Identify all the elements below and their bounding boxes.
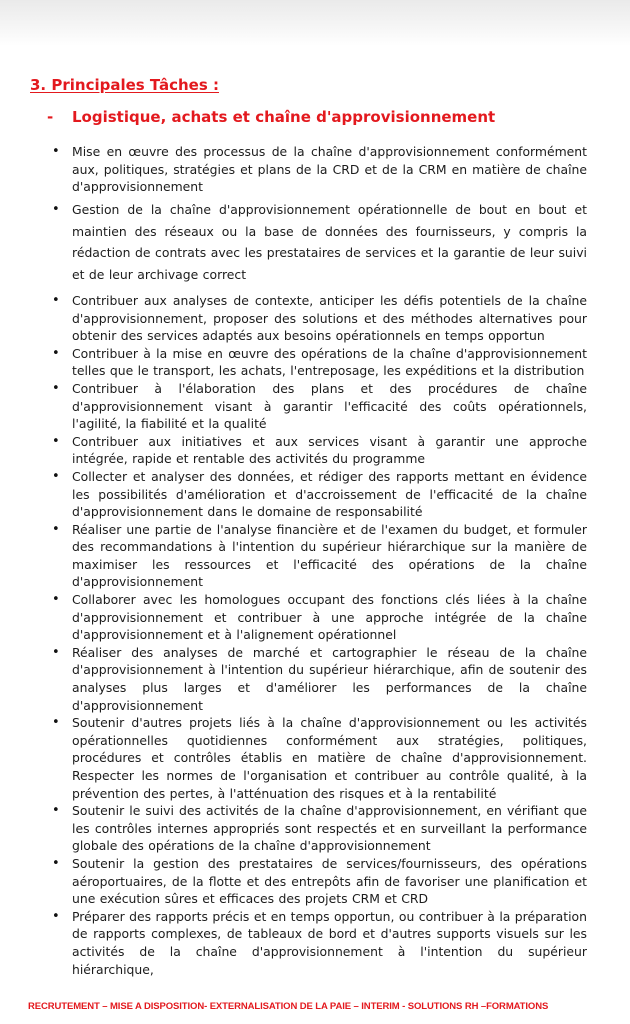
task-item: • Contribuer à la mise en œuvre des opérations de la chaîne d'approvisionnement telles que le transport, les achats, l'entreposage, les expéditions et la distribution: [72, 345, 587, 380]
task-item: • Mise en œuvre des processus de la chaîne d'approvisionnement conformément aux, politiques, stratégies et plans de la CRD et de la CRM en matière de chaîne d'approvisionnement: [72, 143, 587, 196]
sub-heading-text: Logistique, achats et chaîne d'approvisionnement: [72, 108, 496, 126]
task-item: • Gestion de la chaîne d'approvisionnement opérationnelle de bout en bout et maintien des réseaux ou la base de données des fournisseurs, y compris la rédaction de contrats avec les prestataires de services et la garantie de leur suivi et de leur archivage correct: [72, 199, 587, 286]
section-heading: [0, 0, 630, 94]
task-item: • Soutenir d'autres projets liés à la chaîne d'approvisionnement ou les activités opérationnelles quotidiennes conformément aux stratégies, politiques, procédures et contrôles établis en matière de chaîne d'approvisionnement. Respecter les normes de l'organisation et contribuer au contrôle qualité, à la prévention des pertes, à l'atténuation des risques et à la rentabilité: [72, 714, 587, 802]
task-item: • Collaborer avec les homologues occupant des fonctions clés liées à la chaîne d'approvisionnement et contribuer à une approche intégrée de la chaîne d'approvisionnement et à l'alignement opérationnel: [72, 591, 587, 644]
sub-heading-dash: -: [47, 108, 54, 126]
task-item: • Soutenir le suivi des activités de la chaîne d'approvisionnement, en vérifiant que les contrôles internes appropriés sont respectés et en surveillant la performance globale des opérations de la chaîne d'approvisionnement: [72, 802, 587, 855]
section-heading-text: 3. Principales Tâches :: [30, 76, 219, 94]
sub-heading: [47, 108, 630, 126]
task-item: • Contribuer aux initiatives et aux services visant à garantir une approche intégrée, rapide et rentable des activités du programme: [72, 433, 587, 468]
task-item: • Soutenir la gestion des prestataires de services/fournisseurs, des opérations aéroportuaires, de la flotte et des entrepôts afin de favoriser une planification et une exécution sûres et efficaces des projets CRM et CRD: [72, 855, 587, 908]
task-list: [0, 143, 587, 978]
task-item: • Réaliser une partie de l'analyse financière et de l'examen du budget, et formuler des recommandations à l'intention du supérieur hiérarchique sur la manière de maximiser les ressources et l'efficacité des opérations de la chaîne d'approvisionnement: [72, 521, 587, 591]
task-item: • Collecter et analyser des données, et rédiger des rapports mettant en évidence les possibilités d'amélioration et d'accroissement de l'efficacité de la chaîne d'approvisionnement dans le domaine de responsabilité: [72, 468, 587, 521]
task-item: • Contribuer aux analyses de contexte, anticiper les défis potentiels de la chaîne d'approvisionnement, proposer des solutions et des méthodes alternatives pour obtenir des services adaptés aux besoins opérationnels en temps opportun: [72, 292, 587, 345]
task-item: • Préparer des rapports précis et en temps opportun, ou contribuer à la préparation de rapports complexes, de tableaux de bord et d'autres supports visuels sur les activités de la chaîne d'approvisionnement à l'intention du supérieur hiérarchique,: [72, 908, 587, 978]
task-item: • Contribuer à l'élaboration des plans et des procédures de chaîne d'approvisionnement visant à garantir l'efficacité des coûts opérationnels, l'agilité, la fiabilité et la qualité: [72, 380, 587, 433]
task-item: • Réaliser des analyses de marché et cartographier le réseau de la chaîne d'approvisionnement à l'intention du supérieur hiérarchique, afin de soutenir des analyses plus larges et d'améliorer les performances de la chaîne d'approvisionnement: [72, 644, 587, 714]
page-footer: RECRUTEMENT – MISE A DISPOSITION- EXTERNALISATION DE LA PAIE – INTERIM - SOLUTIONS RH –FORMATIONS: [28, 1001, 549, 1012]
